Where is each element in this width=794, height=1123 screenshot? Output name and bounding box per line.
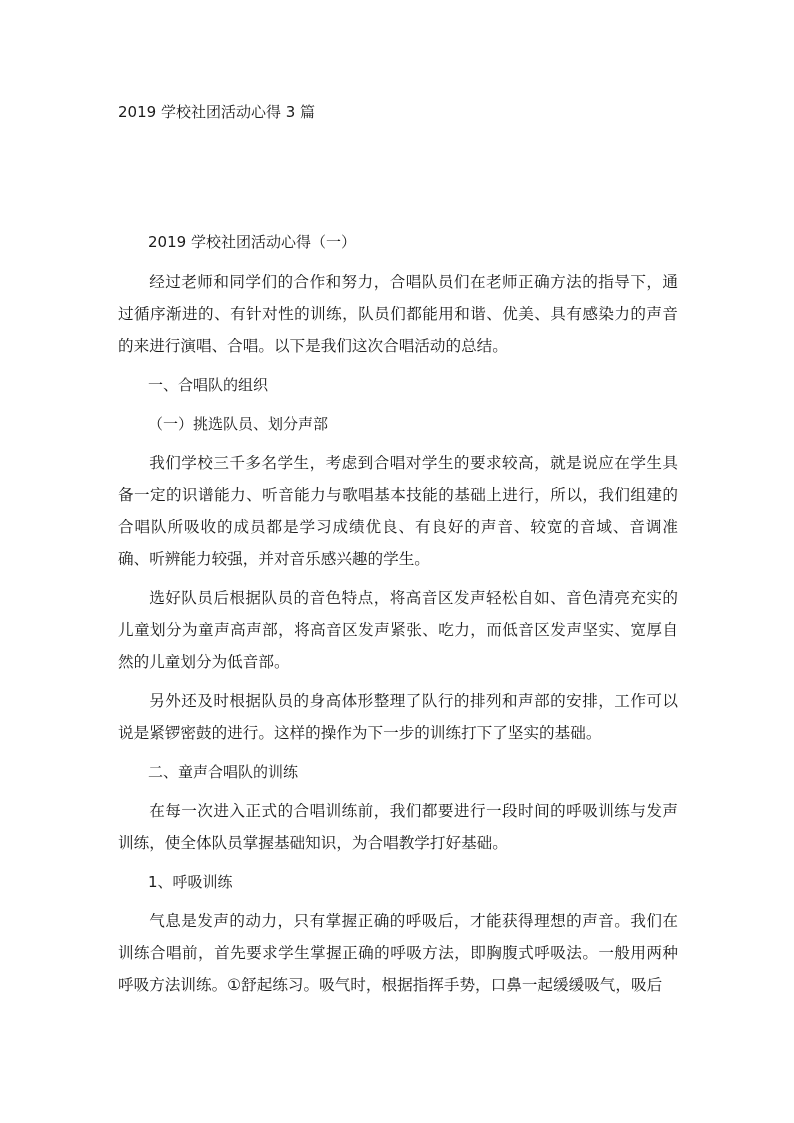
section-title: 2019 学校社团活动心得（一） bbox=[148, 233, 356, 251]
paragraph-selection: 我们学校三千多名学生，考虑到合唱对学生的要求较高，就是说应在学生具备一定的识谱能力、听音能力与歌唱基本技能的基础上进行，所以，我们组建的合唱队所吸收的成员都是学习成绩优良、有良好的声音、较宽的音域、音调准确、听辨能力较强，并对音乐感兴趣的学生。 bbox=[118, 454, 678, 568]
heading-breathing: 1、呼吸训练 bbox=[148, 873, 233, 891]
paragraph-voice-parts: 选好队员后根据队员的音色特点，将高音区发声轻松自如、音色清亮充实的儿童划分为童声高声部，将高音区发声紧张、吃力，而低音区发声坚实、宽厚自然的儿童划分为低音部。 bbox=[118, 589, 678, 671]
paragraph-arrangement: 另外还及时根据队员的身高体形整理了队行的排列和声部的安排，工作可以说是紧锣密鼓的进行。这样的操作为下一步的训练打下了坚实的基础。 bbox=[118, 692, 678, 742]
document-body bbox=[118, 226, 678, 1001]
heading-training: 二、童声合唱队的训练 bbox=[148, 763, 299, 781]
paragraph-intro: 经过老师和同学们的合作和努力，合唱队员们在老师正确方法的指导下，通过循序渐进的、有针对性的训练，队员们都能用和谐、优美、具有感染力的声音的来进行演唱、合唱。以下是我们这次合唱活动的总结。 bbox=[118, 273, 678, 355]
subheading-selection: （一）挑选队员、划分声部 bbox=[148, 415, 329, 433]
heading-organization: 一、合唱队的组织 bbox=[148, 376, 269, 394]
document-title: 2019 学校社团活动心得 3 篇 bbox=[118, 103, 316, 121]
paragraph-breathing: 气息是发声的动力，只有掌握正确的呼吸后，才能获得理想的声音。我们在训练合唱前，首先要求学生掌握正确的呼吸方法，即胸腹式呼吸法。一般用两种呼吸方法训练。①舒起练习。吸气时，根据指挥手势，口鼻一起缓缓吸气，吸后 bbox=[118, 912, 678, 994]
paragraph-training: 在每一次进入正式的合唱训练前，我们都要进行一段时间的呼吸训练与发声训练，使全体队员掌握基础知识，为合唱教学打好基础。 bbox=[118, 802, 678, 852]
